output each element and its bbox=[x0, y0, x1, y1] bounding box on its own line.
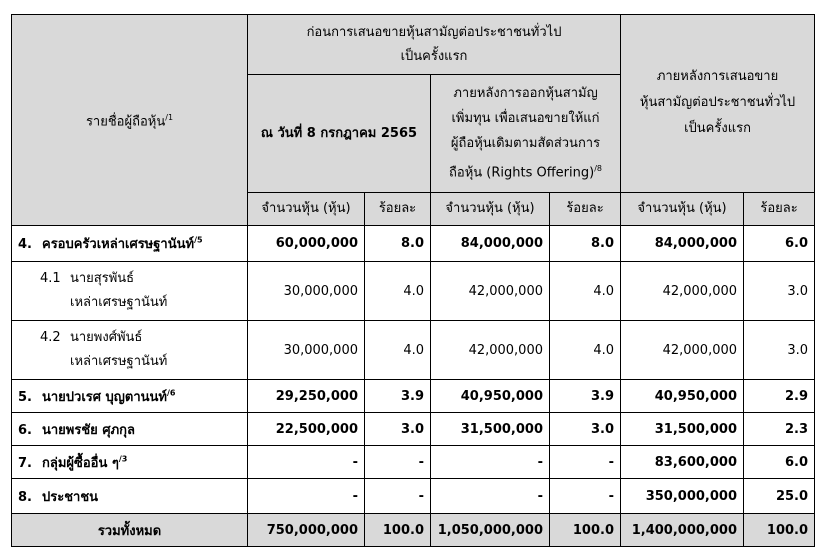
before-ipo-header: ก่อนการเสนอขายหุ้นสามัญต่อประชาชนทั่วไป เป็นครั้งแรก bbox=[248, 15, 621, 75]
shares-cell: 29,250,000 bbox=[248, 380, 365, 413]
shares-col-header-2: จำนวนหุ้น (หุ้น) bbox=[431, 192, 550, 225]
shares-cell: 42,000,000 bbox=[431, 262, 550, 321]
shareholder-table-container bbox=[11, 14, 815, 547]
pct-cell: 4.0 bbox=[550, 262, 621, 321]
pct-cell: 3.0 bbox=[744, 262, 815, 321]
pct-cell: - bbox=[365, 479, 431, 514]
shareholder-table bbox=[11, 14, 815, 547]
shares-cell: 42,000,000 bbox=[431, 321, 550, 380]
total-pct-cell: 100.0 bbox=[550, 514, 621, 547]
table-header bbox=[12, 15, 815, 226]
table-row bbox=[12, 479, 815, 514]
pct-cell: 8.0 bbox=[365, 226, 431, 262]
table-body bbox=[12, 226, 815, 547]
shares-cell: - bbox=[431, 479, 550, 514]
rights-offering-header: ภายหลังการออกหุ้นสามัญ เพิ่มทุน เพื่อเสนอขายให้แก่ ผู้ถือหุ้นเดิมตามสัดส่วนการ ถือหุ้น (Rights Offering)$^{/8}$ bbox=[431, 75, 621, 193]
shares-cell: 84,000,000 bbox=[621, 226, 744, 262]
total-shares-cell: 750,000,000 bbox=[248, 514, 365, 547]
total-row bbox=[12, 514, 815, 547]
shares-cell: 40,950,000 bbox=[431, 380, 550, 413]
pct-cell: 2.3 bbox=[744, 413, 815, 446]
shares-cell: 31,500,000 bbox=[431, 413, 550, 446]
total-pct-cell: 100.0 bbox=[365, 514, 431, 547]
holder-name-cell: 4.1 นายสุรพันธ์ เหล่าเศรษฐานันท์ bbox=[12, 262, 248, 321]
shares-cell: 31,500,000 bbox=[621, 413, 744, 446]
shares-col-header-1: จำนวนหุ้น (หุ้น) bbox=[248, 192, 365, 225]
as-of-date-header: ณ วันที่ 8 กรกฎาคม 2565 bbox=[248, 75, 431, 193]
holder-name-cell: 5. นายปวเรศ บุญตานนท์$^{/6}$ bbox=[12, 380, 248, 413]
shares-col-header-3: จำนวนหุ้น (หุ้น) bbox=[621, 192, 744, 225]
shares-cell: 42,000,000 bbox=[621, 262, 744, 321]
holder-name-cell: 8. ประชาชน bbox=[12, 479, 248, 514]
pct-cell: - bbox=[550, 479, 621, 514]
pct-cell: 3.9 bbox=[550, 380, 621, 413]
pct-col-header-2: ร้อยละ bbox=[550, 192, 621, 225]
total-pct-cell: 100.0 bbox=[744, 514, 815, 547]
pct-cell: 3.0 bbox=[744, 321, 815, 380]
holder-name-cell: 6. นายพรชัย ศุภกุล bbox=[12, 413, 248, 446]
pct-cell: 6.0 bbox=[744, 226, 815, 262]
pct-cell: 3.9 bbox=[365, 380, 431, 413]
holder-name-cell: 7. กลุ่มผู้ซื้ออื่น ๆ$^{/3}$ bbox=[12, 446, 248, 479]
table-row bbox=[12, 321, 815, 380]
shares-cell: - bbox=[248, 446, 365, 479]
table-row bbox=[12, 262, 815, 321]
pct-cell: 4.0 bbox=[365, 321, 431, 380]
shares-cell: - bbox=[431, 446, 550, 479]
shares-cell: 350,000,000 bbox=[621, 479, 744, 514]
shares-cell: 42,000,000 bbox=[621, 321, 744, 380]
shares-cell: 30,000,000 bbox=[248, 262, 365, 321]
pct-cell: 4.0 bbox=[550, 321, 621, 380]
table-row bbox=[12, 380, 815, 413]
pct-cell: 4.0 bbox=[365, 262, 431, 321]
pct-col-header-3: ร้อยละ bbox=[744, 192, 815, 225]
holder-name-cell: 4. ครอบครัวเหล่าเศรษฐานันท์$^{/5}$ bbox=[12, 226, 248, 262]
table-row bbox=[12, 226, 815, 262]
shares-cell: 40,950,000 bbox=[621, 380, 744, 413]
pct-cell: - bbox=[550, 446, 621, 479]
shares-cell: 83,600,000 bbox=[621, 446, 744, 479]
pct-cell: 2.9 bbox=[744, 380, 815, 413]
shares-cell: - bbox=[248, 479, 365, 514]
total-label-cell: รวมทั้งหมด bbox=[12, 514, 248, 547]
table-row bbox=[12, 413, 815, 446]
shares-cell: 22,500,000 bbox=[248, 413, 365, 446]
shares-cell: 84,000,000 bbox=[431, 226, 550, 262]
total-shares-cell: 1,050,000,000 bbox=[431, 514, 550, 547]
pct-col-header-1: ร้อยละ bbox=[365, 192, 431, 225]
shares-cell: 30,000,000 bbox=[248, 321, 365, 380]
holder-name-cell: 4.2 นายพงศ์พันธ์ เหล่าเศรษฐานันท์ bbox=[12, 321, 248, 380]
table-row bbox=[12, 446, 815, 479]
pct-cell: 6.0 bbox=[744, 446, 815, 479]
after-ipo-header: ภายหลังการเสนอขาย หุ้นสามัญต่อประชาชนทั่วไป เป็นครั้งแรก bbox=[621, 15, 815, 193]
pct-cell: 8.0 bbox=[550, 226, 621, 262]
holder-column-header: รายชื่อผู้ถือหุ้น$^{/1}$ bbox=[12, 15, 248, 226]
shares-cell: 60,000,000 bbox=[248, 226, 365, 262]
total-shares-cell: 1,400,000,000 bbox=[621, 514, 744, 547]
pct-cell: - bbox=[365, 446, 431, 479]
pct-cell: 3.0 bbox=[550, 413, 621, 446]
pct-cell: 3.0 bbox=[365, 413, 431, 446]
pct-cell: 25.0 bbox=[744, 479, 815, 514]
